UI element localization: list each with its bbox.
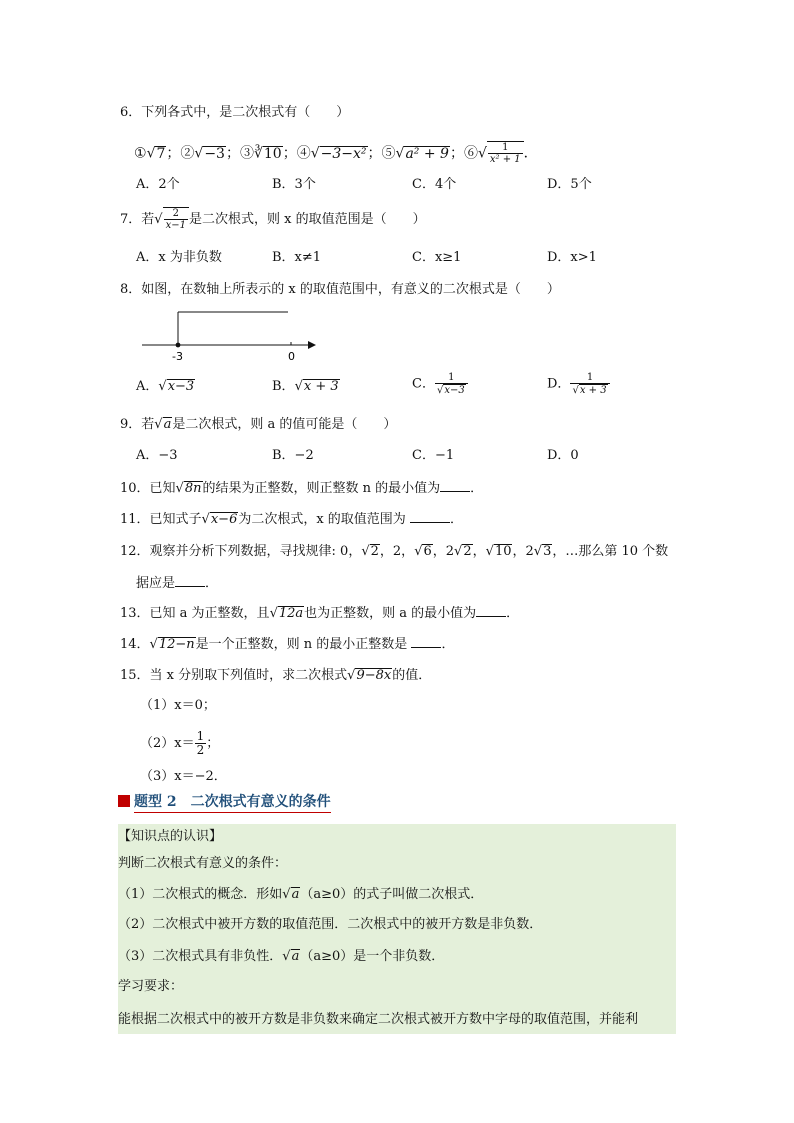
q7-option-d: D．x>1 xyxy=(547,250,597,265)
q14: 14．√12−n是一个正整数，则 n 的最小正整数是 ． xyxy=(120,637,455,652)
q14-blank xyxy=(411,637,441,648)
q6-option-b: B．3个 xyxy=(272,177,316,192)
closed-point xyxy=(176,343,181,348)
q15-sub1: （1）x＝0； xyxy=(140,698,216,713)
q11-blank xyxy=(410,512,450,523)
q12-line2: 据应是 ． xyxy=(136,576,219,591)
knowledge-line-3: （3）二次根式具有非负性．√a（a≥0）是一个非负数． xyxy=(118,949,445,964)
q6-option-d: D．5个 xyxy=(547,177,592,192)
q11: 11．已知式子√x−6为二次根式，x 的取值范围为 ． xyxy=(120,512,463,527)
q12-blank xyxy=(175,576,205,587)
q7-stem: 7．若√ $\frac{2}{x-1}$ 是二次根式，则 x 的取值范围是（ ） xyxy=(120,208,426,231)
axis-label-0: 0 xyxy=(288,350,295,363)
section-heading: 题型 2 二次根式有意义的条件 xyxy=(118,795,331,809)
q10: 10．已知√8n的结果为正整数，则正整数 n 的最小值为 ． xyxy=(120,481,484,496)
q6-option-a: A．2个 xyxy=(136,177,180,192)
knowledge-line-requirements: 学习要求： xyxy=(118,979,184,994)
q8-option-c: C． $\frac{1}{√x-3}$ xyxy=(412,372,468,396)
number-line-figure xyxy=(138,305,328,365)
q15-stem: 15．当 x 分别取下列值时，求二次根式√9−8x的值． xyxy=(120,668,432,683)
q12-line1: 12．观察并分析下列数据，寻找规律: 0，√2，2，√6，2√2，√10，2√3，…那么第 10 个数 xyxy=(120,544,669,559)
q9-option-d: D．0 xyxy=(547,448,579,463)
knowledge-line-1: （1）二次根式的概念．形如√a（a≥0）的式子叫做二次根式． xyxy=(118,887,484,902)
q6-items: ①√7；②√−3；③∛10；④√−3−x²；⑤√a² + 9；⑥√ $\frac{1}{\text{x² + 1}}$ ． xyxy=(134,142,538,165)
knowledge-line-detail: 能根据二次根式中的被开方数是非负数来确定二次根式被开方数中字母的取值范围，并能利 xyxy=(118,1012,639,1027)
q7-option-a: A．x 为非负数 xyxy=(136,250,222,265)
q8-option-d: D． $\frac{1}{√x + 3}$ xyxy=(547,372,610,396)
q8-option-a: A．√x−3 xyxy=(136,379,195,394)
q8-stem: 8．如图，在数轴上所表示的 x 的取值范围中，有意义的二次根式是（ ） xyxy=(120,282,560,297)
q9-stem: 9．若√a是二次根式，则 a 的值可能是（ ） xyxy=(120,417,397,432)
q13-blank xyxy=(476,606,506,617)
q10-blank xyxy=(440,481,470,492)
q9-option-a: A．−3 xyxy=(136,448,178,463)
axis-arrow xyxy=(308,341,316,349)
q6-stem: 6．下列各式中，是二次根式有（ ） xyxy=(120,105,350,120)
q15-sub3: （3）x＝−2． xyxy=(140,769,227,784)
knowledge-line-2: （2）二次根式中被开方数的取值范围．二次根式中的被开方数是非负数． xyxy=(118,917,543,932)
q9-option-b: B．−2 xyxy=(272,448,314,463)
knowledge-line-intro: 判断二次根式有意义的条件： xyxy=(118,856,288,871)
q7-option-b: B．x≠1 xyxy=(272,250,322,265)
q8-option-b: B．√x + 3 xyxy=(272,379,339,394)
axis-label-neg3: -3 xyxy=(172,350,183,363)
q15-sub2: （2）x＝ $\frac{1}{2}$ ； xyxy=(140,729,220,758)
heading-marker xyxy=(118,795,130,807)
q9-option-c: C．−1 xyxy=(412,448,455,463)
q6-option-c: C．4个 xyxy=(412,177,457,192)
q7-option-c: C．x≥1 xyxy=(412,250,462,265)
q13: 13．已知 a 为正整数，且√12a也为正整数，则 a 的最小值为 ． xyxy=(120,606,520,621)
knowledge-title: 【知识点的认识】 xyxy=(118,829,223,844)
